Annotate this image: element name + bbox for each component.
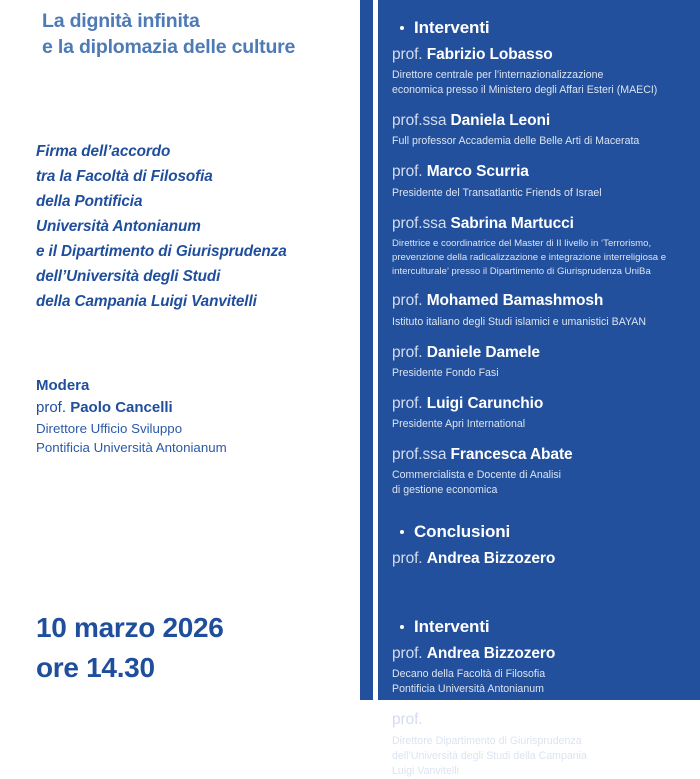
program-list	[392, 0, 692, 779]
speaker-name	[392, 710, 692, 730]
speaker-fullname: Raffaele Picaro	[426, 711, 538, 729]
event-datetime	[36, 608, 356, 688]
speaker-name	[392, 644, 692, 664]
speaker-title-prefix: prof.	[392, 292, 427, 310]
agreement-line: tra la Facoltà di Filosofia	[36, 167, 213, 185]
speaker-title-prefix: prof.ssa	[392, 112, 451, 130]
speaker-name	[392, 214, 692, 234]
speaker-affiliation	[392, 134, 692, 149]
speaker-affiliation-line: interculturale’ presso il Dipartimento di Giurisprudenza UniBa	[392, 265, 651, 277]
divider-stripe	[360, 0, 373, 700]
speaker-affiliation	[392, 186, 692, 201]
speaker-title-prefix: prof.	[392, 343, 427, 361]
agreement-line: e il Dipartimento di Giurisprudenza	[36, 242, 287, 260]
section-heading-label: Interventi	[414, 617, 490, 637]
speaker-fullname: Daniele Damele	[426, 343, 540, 361]
speaker-affiliation-line: Full professor Accademia delle Belle Arti di Macerata	[392, 135, 640, 148]
bullet-icon	[400, 530, 404, 534]
speaker-name	[392, 291, 692, 311]
speaker-affiliation	[392, 734, 692, 779]
section-heading	[392, 522, 692, 542]
speaker-title-prefix: prof.	[392, 711, 427, 729]
speaker-title-prefix: prof.	[392, 163, 427, 181]
agreement-line: della Pontificia	[36, 192, 143, 210]
speaker-entry	[392, 45, 692, 98]
speaker-fullname: Mohamed Bamashmosh	[426, 292, 604, 310]
date-line: ore 14.30	[36, 651, 155, 683]
speaker-affiliation-line: Istituto italiano degli Studi islamici e umanistici BAYAN	[392, 315, 646, 328]
speaker-affiliation	[392, 468, 692, 498]
affiliation-line: Direttore Ufficio Sviluppo	[36, 420, 183, 436]
speaker-affiliation-line: prevenzione della radicalizzazione e integrazione interreligiosa e	[392, 251, 667, 263]
speaker-fullname: Marco Scurria	[426, 163, 529, 181]
speaker-title-prefix: prof.	[392, 645, 427, 663]
speaker-affiliation	[392, 366, 692, 381]
speaker-fullname: Luigi Carunchio	[426, 394, 544, 412]
moderator-fullname: Paolo Cancelli	[70, 398, 173, 416]
moderator-prefix: prof.	[36, 398, 71, 416]
speaker-fullname: Andrea Bizzozero	[426, 550, 556, 568]
speaker-entry	[392, 445, 692, 498]
speaker-affiliation-line: Presidente Fondo Fasi	[392, 366, 499, 379]
bullet-icon	[400, 625, 404, 629]
speaker-affiliation-line: economica presso il Ministero degli Affari Esteri (MAECI)	[392, 84, 658, 97]
section-heading	[392, 18, 692, 38]
title-line: e la diplomazia delle culture	[42, 36, 296, 59]
agreement-description	[36, 140, 356, 314]
speaker-fullname: Andrea Bizzozero	[426, 645, 556, 663]
agreement-line: dell’Università degli Studi	[36, 267, 221, 285]
section-heading-label: Interventi	[414, 18, 490, 37]
speaker-affiliation	[392, 315, 692, 330]
section-heading-label: Conclusioni	[414, 522, 511, 542]
speaker-affiliation	[392, 68, 692, 98]
speaker-fullname: Francesca Abate	[450, 445, 573, 463]
moderator-name	[36, 397, 356, 419]
speaker-name	[392, 549, 692, 569]
speaker-affiliation	[392, 237, 692, 279]
moderator-block	[36, 375, 356, 457]
speaker-affiliation-line: Pontificia Università Antonianum	[392, 683, 544, 696]
speaker-entry	[392, 111, 692, 149]
speaker-name	[392, 445, 692, 465]
speaker-entry	[392, 214, 692, 279]
speaker-affiliation-line: dell’Università degli Studi della Campania	[392, 749, 587, 762]
speaker-affiliation-line: Presidente del Transatlantic Friends of Israel	[392, 186, 602, 199]
speaker-name	[392, 111, 692, 131]
moderator-heading: Modera	[36, 377, 90, 394]
left-column	[0, 0, 360, 700]
agreement-line: della Campania Luigi Vanvitelli	[36, 292, 257, 310]
speaker-entry	[392, 291, 692, 329]
title-line: La dignità infinita	[42, 10, 200, 32]
agreement-line: Università Antonianum	[36, 217, 201, 235]
speaker-name	[392, 343, 692, 363]
moderator-affiliation	[36, 419, 356, 457]
speaker-entry	[392, 549, 692, 569]
speaker-affiliation-line: Direttore Dipartimento di Giurisprudenza	[392, 734, 582, 747]
speaker-affiliation-line: Direttore centrale per l’internazionalizzazione	[392, 69, 604, 82]
right-panel	[378, 0, 700, 777]
speaker-entry	[392, 394, 692, 432]
speaker-entry	[392, 710, 692, 778]
speaker-name	[392, 45, 692, 65]
speaker-affiliation-line: Direttrice e coordinatrice del Master di II livello in ‘Terrorismo,	[392, 237, 652, 249]
date-line: 10 marzo 2026	[36, 612, 224, 643]
agreement-line: Firma dell’accordo	[36, 143, 171, 160]
speaker-fullname: Sabrina Martucci	[450, 214, 574, 232]
speaker-affiliation-line: di gestione economica	[392, 484, 498, 497]
speaker-title-prefix: prof.	[392, 550, 427, 568]
affiliation-line: Pontificia Università Antonianum	[36, 439, 227, 455]
page-title	[42, 8, 352, 61]
speaker-fullname: Daniela Leoni	[450, 112, 551, 130]
speaker-affiliation-line: Decano della Facoltà di Filosofia	[392, 668, 546, 681]
speaker-affiliation-line: Presidente Apri International	[392, 417, 526, 430]
speaker-fullname: Fabrizio Lobasso	[426, 46, 553, 63]
speaker-title-prefix: prof.ssa	[392, 445, 451, 463]
speaker-name	[392, 162, 692, 182]
speaker-affiliation	[392, 667, 692, 697]
speaker-affiliation-line: Commercialista e Docente di Analisi	[392, 469, 561, 482]
speaker-entry	[392, 343, 692, 381]
speaker-title-prefix: prof.ssa	[392, 214, 451, 232]
speaker-entry	[392, 162, 692, 200]
speaker-entry	[392, 644, 692, 697]
speaker-title-prefix: prof.	[392, 46, 427, 63]
bullet-icon	[400, 26, 404, 30]
speaker-affiliation	[392, 417, 692, 432]
speaker-name	[392, 394, 692, 414]
section-heading	[392, 617, 692, 637]
speaker-affiliation-line: Luigi Vanvitelli	[392, 764, 459, 777]
speaker-title-prefix: prof.	[392, 394, 427, 412]
